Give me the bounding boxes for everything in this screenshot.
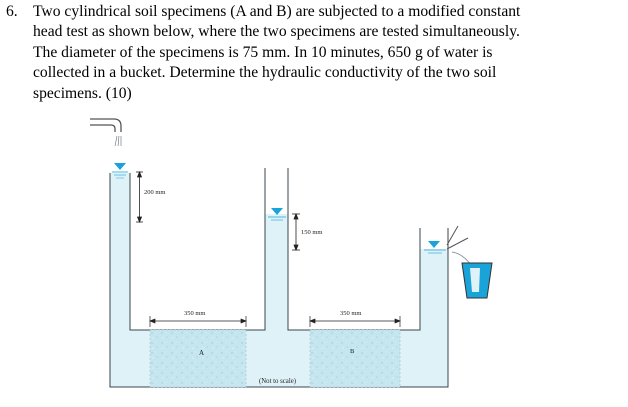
dim-length-b-label: 350 mm [340, 310, 362, 317]
dim-head-left-label: 200 mm [144, 189, 166, 196]
question-line: collected in a bucket. Determine the hydraulic conductivity of the two soil [33, 64, 497, 82]
question-number: 6. [6, 3, 18, 20]
specimen-b-label: B [350, 348, 355, 355]
dim-head-right [292, 214, 300, 250]
question-line: specimens. (10) [33, 84, 132, 102]
not-to-scale-note: (Not to scale) [259, 378, 296, 385]
dim-length-b [310, 316, 400, 327]
overflow-spout [447, 226, 468, 249]
bucket-icon [462, 263, 492, 298]
dim-head-right-label: 150 mm [301, 229, 323, 236]
faucet-icon [90, 119, 121, 132]
specimen-b-soil [310, 330, 400, 387]
question-line: The diameter of the specimens is 75 mm. In 10 minutes, 650 g of water is [33, 43, 493, 61]
specimen-a-soil [150, 330, 246, 387]
dim-length-a [150, 316, 246, 327]
dim-length-a-label: 350 mm [184, 310, 206, 317]
dim-head-left [136, 172, 143, 222]
question-line: Two cylindrical soil specimens (A and B) are subjected to a modified constant [33, 3, 521, 20]
specimen-a-label: A [199, 349, 205, 357]
question-line: head test as shown below, where the two specimens are tested simultaneously. [33, 23, 520, 41]
water-stream-icon [115, 136, 121, 146]
